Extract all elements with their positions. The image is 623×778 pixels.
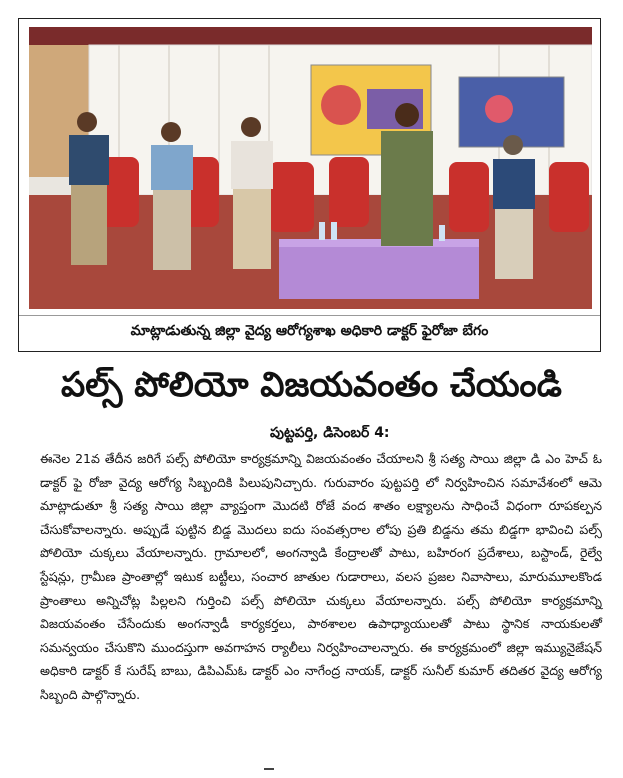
meeting-photo-illustration: [29, 27, 592, 309]
divider: [264, 768, 274, 770]
article-body: [40, 447, 602, 707]
photo-caption: మాట్లాడుతున్న జిల్లా వైద్య ఆరోగ్యశాఖ అధికారి డాక్టర్ ఫైరోజా బేగం: [19, 315, 600, 346]
headline: పల్స్ పోలియో విజయవంతం చేయండి: [61, 365, 562, 405]
body-paragraph: ఈనెల 21వ తేదీన జరిగే పల్స్ పోలియో కార్యక్రమాన్ని విజయవంతం చేయాలని శ్రీ సత్య సాయి జిల్లా డి ఎం హెచ్ ఓ డాక్టర్ ఫై రోజా వైద్య ఆరోగ్య సిబ్బందికి పిలుపునిచ్చారు. గురువారం పుట్టపర్తి లో నిర్వహించిన సమావేశంలో ఆమె మాట్లాడుతూ శ్రీ సత్య సాయి జిల్లా వ్యాప్తంగా మొదటి రోజే వంద శాతం లక్ష్యాలను సాధించే విధంగా రూపకల్పన చేసుకోవాలన్నారు. అప్పుడే పుట్టిన బిడ్డ మొదలు ఐదు సంవత్సరాల లోపు ప్రతి బిడ్డను తమ బిడ్డగా భావించి పల్స్ పోలియో చుక్కలు వేయాలన్నారు. గ్రామాలలో, అంగన్వాడి కేంద్రాలతో పాటు, బహిరంగ ప్రదేశాలు, బస్టాండ్, రైల్వే స్టేషన్లు, గ్రామీణ ప్రాంతాల్లో ఇటుక బట్టీలు, సంచార జాతుల గుడారాలు, వలస ప్రజల నివాసాలు, మారుమూలకొండ ప్రాంతాలు అన్నిచోట్ల పిల్లలని గుర్తించి పల్స్ పోలియో చుక్కలు వేయాలన్నారు. పల్స్ పోలియో కార్యక్రమాన్ని విజయవంతం చేసేందుకు అంగన్వాడీ కార్యకర్తలు, పాఠశాలల ఉపాధ్యాయులతో పాటు స్థానిక నాయకులతో సమన్వయం చేసుకొని ముందస్తుగా అవగాహన ర్యాలీలు నిర్వహించాలన్నారు. ఈ కార్యక్రమంలో జిల్లా ఇమ్యునైజేషన్ అధికారి డాక్టర్ కే సురేష్ బాబు, డిపిఎమ్ఓ డాక్టర్ ఎం నాగేంద్ర నాయక్, డాక్టర్ సునీల్ కుమార్ తదితర వైద్య ఆరోగ్య సిబ్బంది పాల్గొన్నారు.: [40, 451, 602, 702]
news-photo: [29, 27, 592, 309]
news-photo-frame: [18, 18, 601, 352]
dateline: పుట్టపర్తి, డిసెంబర్ 4:: [270, 425, 390, 441]
